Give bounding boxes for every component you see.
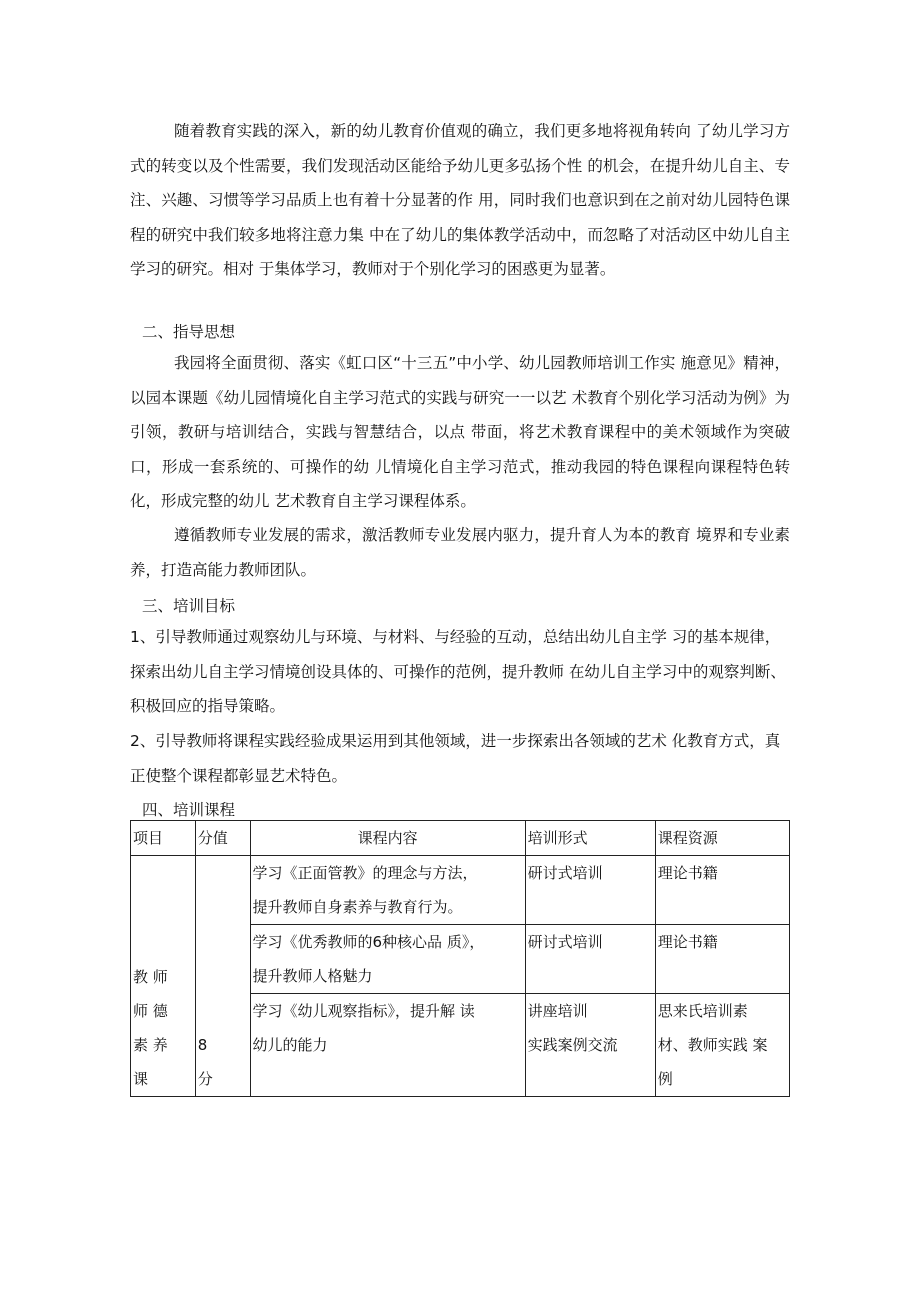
- resource-cell: [655, 925, 789, 994]
- item-line: 师 德: [133, 1002, 168, 1020]
- development-paragraph: 遵循教师专业发展的需求，激活教师专业发展内驱力，提升育人为本的教育 境界和专业素养，打造高能力教师团队。: [130, 526, 790, 579]
- item-cell: [131, 856, 196, 1097]
- header-resource: 课程资源: [655, 821, 789, 856]
- header-form: 培训形式: [525, 821, 655, 856]
- content-cell: [250, 994, 525, 1097]
- goal-1: 1、引导教师通过观察幼儿与环境、与材料、与经验的互动，总结出幼儿自主学 习的基本规律，探索出幼儿自主学习情境创设具体的、可操作的范例，提升教师 在幼儿自主学习中的观察判断、积极回应的指导策略。: [130, 628, 786, 715]
- resource-cell: [655, 994, 789, 1097]
- form-line: 研讨式培训: [527, 864, 603, 882]
- guiding-paragraph: 我园将全面贯彻、落实《虹口区“十三五”中小学、幼儿园教师培训工作实 施意见》精神，以园本课题《幼儿园情境化自主学习范式的实践与研究一一以艺 术教育个别化学习活动为例》为引领，教研与培训结合，实践与智慧结合，以点 带面，将艺术教育课程中的美术领域作为突破口，形成一套系统的、可操作的幼 儿情境化自主学习范式，推动我园的特色课程向课程特色转化，形成完整的幼儿 艺术教育自主学习课程体系。: [130, 354, 790, 510]
- form-line: 研讨式培训: [527, 933, 603, 951]
- goal-2: 2、引导教师将课程实践经验成果运用到其他领域，进一步探索出各领域的艺术 化教育方式，真正使整个课程都彰显艺术特色。: [130, 732, 781, 785]
- score-cell: [195, 856, 250, 1097]
- resource-line: 材、教师实践 案: [657, 1036, 768, 1054]
- content-line: 提升教师自身素养与教育行为。: [252, 898, 463, 916]
- intro-paragraph: 随着教育实践的深入，新的幼儿教育价值观的确立，我们更多地将视角转向 了幼儿学习方式的转变以及个性需要，我们发现活动区能给予幼儿更多弘扬个性 的机会，在提升幼儿自主、专注、兴趣、习惯等学习品质上也有着十分显著的作 用，同时我们也意识到在之前对幼儿园特色课程的研究中我们较多地将注意力集 中在了幼儿的集体教学活动中，而忽略了对活动区中幼儿自主学习的研究。相对 于集体学习，教师对于个别化学习的困惑更为显著。: [130, 122, 790, 278]
- score-line: 分: [197, 1070, 213, 1088]
- form-cell: [525, 925, 655, 994]
- score-line: 8: [197, 1036, 208, 1054]
- content-cell: [250, 856, 525, 925]
- table-header-row: [131, 821, 790, 856]
- content-line: 幼儿的能力: [252, 1036, 328, 1054]
- content-cell: [250, 925, 525, 994]
- course-table: [130, 820, 790, 1097]
- form-cell: [525, 994, 655, 1097]
- item-line: 教 师: [133, 968, 168, 986]
- resource-line: 理论书籍: [657, 864, 718, 882]
- header-item: 项目: [131, 821, 196, 856]
- header-score: 分值: [195, 821, 250, 856]
- header-content: 课程内容: [250, 821, 525, 856]
- form-line: 讲座培训: [527, 1002, 588, 1020]
- form-line: 实践案例交流: [527, 1036, 618, 1054]
- section2-heading: 二、指导思想: [142, 323, 236, 341]
- table-row: [131, 856, 790, 925]
- resource-line: 例: [657, 1070, 673, 1088]
- section3-heading: 三、培训目标: [142, 597, 236, 615]
- resource-line: 理论书籍: [657, 933, 718, 951]
- item-line: 课: [133, 1070, 149, 1088]
- resource-cell: [655, 856, 789, 925]
- content-line: 提升教师人格魅力: [252, 967, 373, 985]
- form-cell: [525, 856, 655, 925]
- content-line: 学习《正面管教》的理念与方法，: [252, 864, 478, 882]
- content-line: 学习《优秀教师的6种核心品 质》，: [252, 933, 485, 951]
- content-line: 学习《幼儿观察指标》，提升解 读: [252, 1002, 475, 1020]
- section4-heading: 四、培训课程: [142, 801, 236, 819]
- item-line: 素 养: [133, 1036, 168, 1054]
- resource-line: 思来氏培训素: [657, 1002, 748, 1020]
